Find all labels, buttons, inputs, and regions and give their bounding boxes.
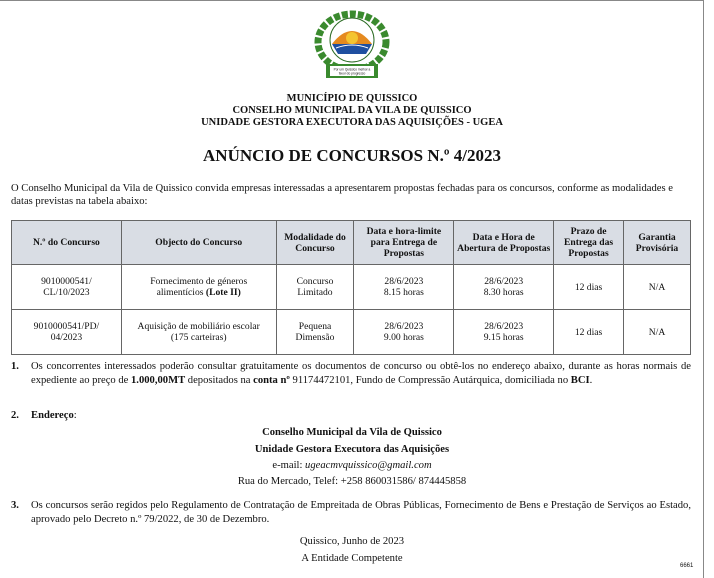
cell-numero: 9010000541/ CL/10/2023 — [12, 265, 122, 310]
email-link[interactable]: ugeacmvquissico@gmail.com — [305, 460, 432, 471]
cell-objecto: Aquisição de mobiliário escolar (175 carteiras) — [121, 310, 276, 355]
cell-modalidade: Pequena Dimensão — [276, 310, 354, 355]
header-municipality: MUNICÍPIO DE QUISSICO — [286, 93, 418, 104]
cell-prazo: 12 dias — [554, 265, 624, 310]
item-2 — [11, 409, 691, 423]
col-header-objecto: Objecto do Concurso — [121, 221, 276, 265]
col-header-abertura: Data e Hora de Abertura de Propostas — [454, 221, 554, 265]
svg-text:Por um Quissico melhor a: Por um Quissico melhor a — [333, 67, 371, 72]
address-street: Rua do Mercado, Telef: +258 860031586/ 874445858 — [237, 476, 467, 487]
item-1-number: 1. — [11, 361, 19, 372]
cell-abertura: 28/6/2023 9.15 horas — [454, 310, 554, 355]
table-row — [12, 310, 691, 355]
col-header-garantia: Garantia Provisória — [624, 221, 691, 265]
col-header-modalidade: Modalidade do Concurso — [276, 221, 354, 265]
page-border-top — [0, 0, 704, 1]
address-email-line: e-mail: ugeacmvquissico@gmail.com — [272, 460, 432, 471]
col-header-prazo: Prazo de Entrega das Propostas — [554, 221, 624, 265]
item-3-number: 3. — [11, 500, 19, 511]
intro-paragraph: O Conselho Municipal da Vila de Quissico convida empresas interessadas a apresentarem propostas fechadas para os concursos, conforme as modalidades e datas previstas na tabela abaixo: — [11, 183, 673, 207]
item-2-number: 2. — [11, 410, 19, 421]
competent-entity: A Entidade Competente — [301, 553, 403, 564]
cell-objecto: Fornecimento de géneros alimentícios (Lote II) — [121, 265, 276, 310]
table-row — [12, 265, 691, 310]
page-border-right — [703, 0, 704, 578]
place-date: Quissico, Junho de 2023 — [299, 536, 405, 547]
cell-abertura: 28/6/2023 8.30 horas — [454, 265, 554, 310]
cell-numero: 9010000541/PD/ 04/2023 — [12, 310, 122, 355]
cell-garantia: N/A — [624, 265, 691, 310]
col-header-numero: N.º do Concurso — [12, 221, 122, 265]
tenders-table — [11, 220, 691, 355]
item-1 — [11, 360, 691, 404]
address-org: Conselho Municipal da Vila de Quissico — [262, 427, 442, 438]
item-1-text: Os concorrentes interessados poderão consultar gratuitamente os documentos de concurso ou obtê-los no endereço abaixo, durante as horas normais de expediente ao preço de 1.000,00MT depositados na conta nº 91174472101, Fundo de Compressão Autárquica, domiciliada no BCI. — [31, 361, 691, 386]
cell-entrega: 28/6/2023 9.00 horas — [354, 310, 454, 355]
header-ugea: UNIDADE GESTORA EXECUTORA DAS AQUISIÇÕES - UGEA — [201, 117, 503, 128]
header-council: CONSELHO MUNICIPAL DA VILA DE QUISSICO — [232, 105, 472, 116]
municipal-emblem-logo — [304, 8, 400, 84]
cell-garantia: N/A — [624, 310, 691, 355]
cell-prazo: 12 dias — [554, 310, 624, 355]
cell-modalidade: Concurso Limitado — [276, 265, 354, 310]
page-title: ANÚNCIO DE CONCURSOS N.º 4/2023 — [203, 146, 501, 165]
address-unit: Unidade Gestora Executora das Aquisições — [254, 444, 450, 455]
reference-number: 6661 — [680, 563, 694, 569]
table-header-row — [12, 221, 691, 265]
item-3 — [11, 499, 691, 529]
cell-entrega: 28/6/2023 8.15 horas — [354, 265, 454, 310]
item-3-text: Os concursos serão regidos pelo Regulamento de Contratação de Empreitada de Obras Públicas, Fornecimento de Bens e Prestação de Serviços ao Estado, aprovado pelo Decreto n.º 79/2022, de 30 de Dezembro. — [31, 500, 691, 525]
col-header-entrega: Data e hora-limite para Entrega de Propostas — [354, 221, 454, 265]
item-2-label: Endereço: — [31, 410, 77, 421]
svg-text:favor do progresso: favor do progresso — [338, 71, 366, 76]
